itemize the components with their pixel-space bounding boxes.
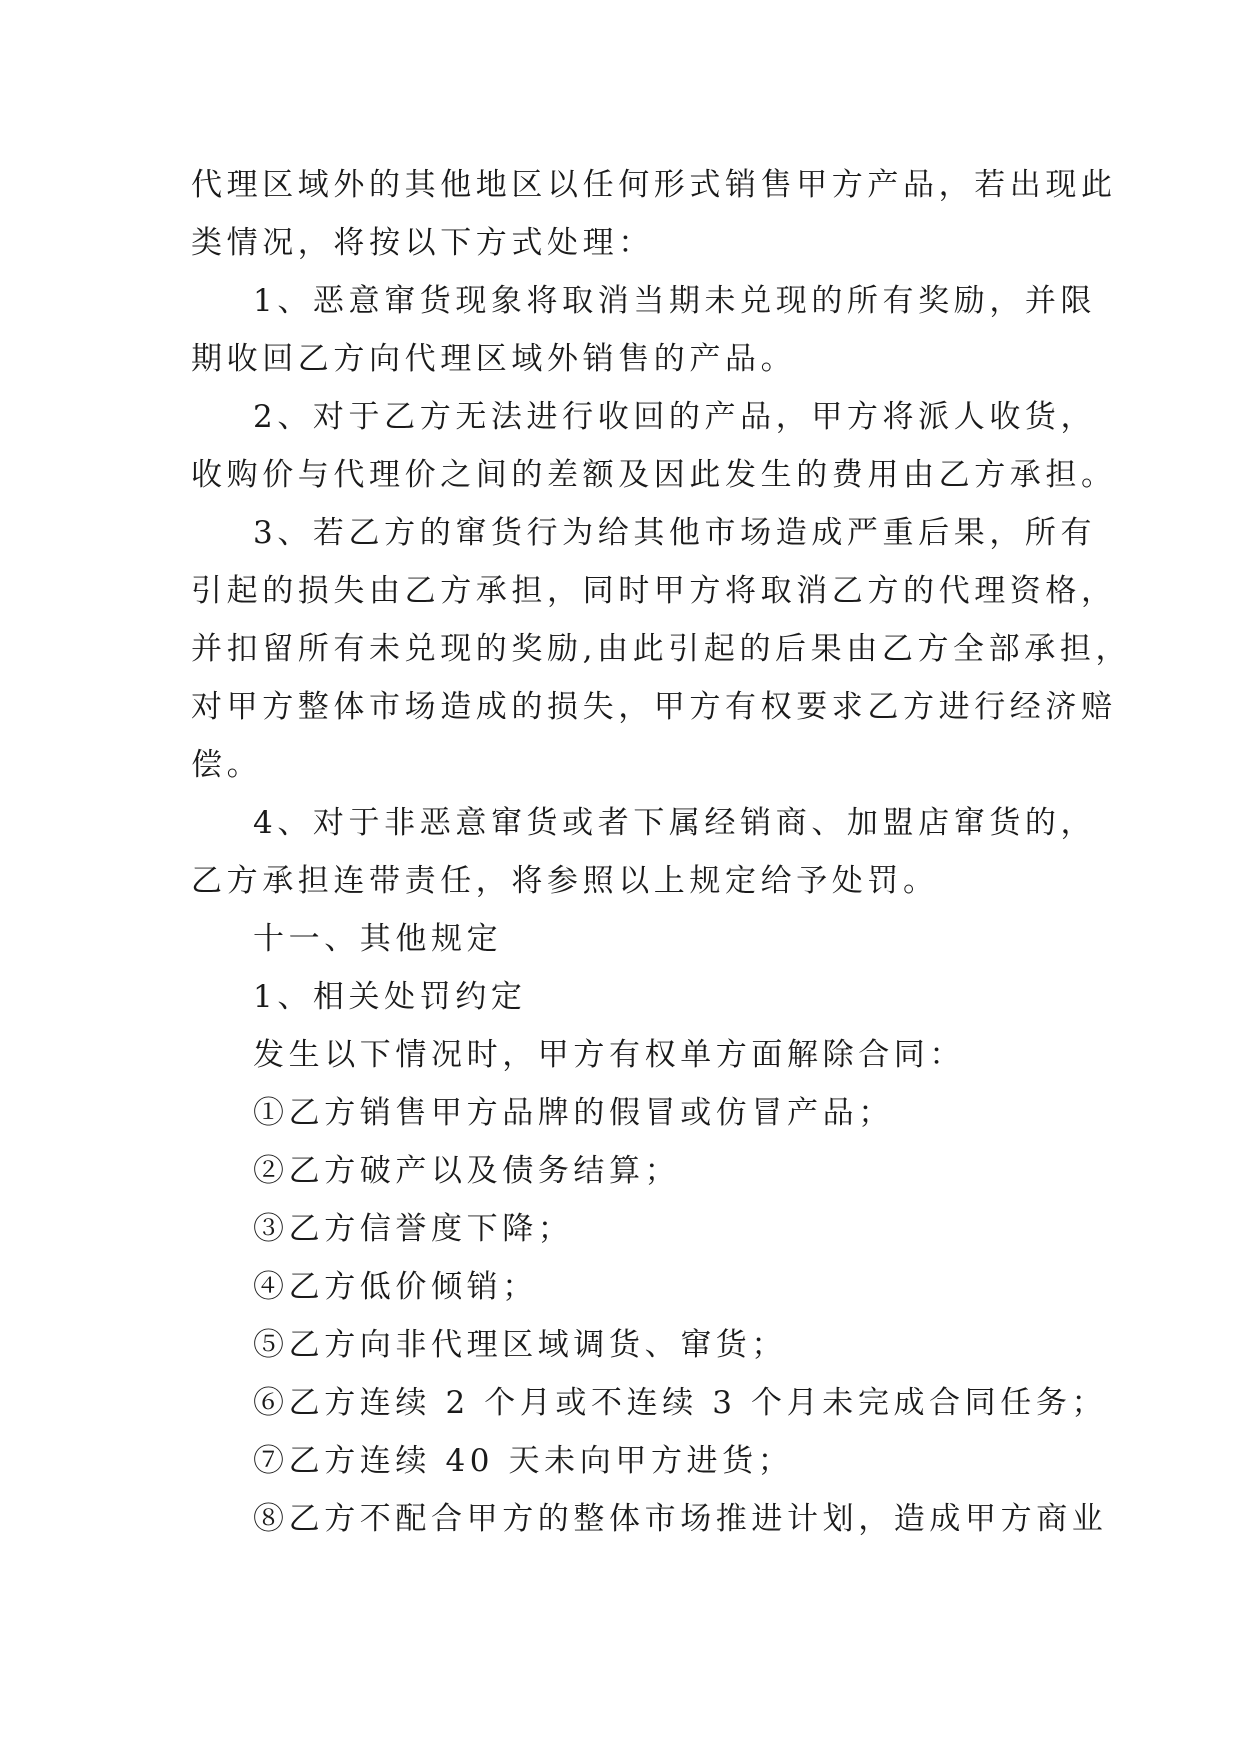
list-item: ⑦乙方连续 40 天未向甲方进货； — [253, 1443, 794, 1479]
list-item: ⑥乙方连续 2 个月或不连续 3 个月未完成合同任务； — [253, 1385, 1108, 1421]
list-item: ⑤乙方向非代理区域调货、窜货； — [253, 1327, 787, 1363]
clause-3-line: 引起的损失由乙方承担，同时甲方将取消乙方的代理资格， — [191, 573, 1117, 609]
list-item: ①乙方销售甲方品牌的假冒或仿冒产品； — [253, 1095, 894, 1131]
list-item: ③乙方信誉度下降； — [253, 1211, 574, 1247]
list-item: ⑧乙方不配合甲方的整体市场推进计划，造成甲方商业 — [253, 1501, 1108, 1537]
clause-1-line: 1、恶意窜货现象将取消当期未兑现的所有奖励，并限 — [253, 283, 1097, 319]
paragraph-line: 类情况，将按以下方式处理： — [191, 225, 654, 261]
clause-3-line: 并扣留所有未兑现的奖励,由此引起的后果由乙方全部承担， — [191, 631, 1132, 667]
list-item: ④乙方低价倾销； — [253, 1269, 538, 1305]
subsection-heading: 1、相关处罚约定 — [253, 979, 527, 1015]
clause-3-line: 对甲方整体市场造成的损失，甲方有权要求乙方进行经济赔 — [191, 689, 1117, 725]
paragraph-line: 代理区域外的其他地区以任何形式销售甲方产品，若出现此 — [191, 167, 1117, 203]
clause-2-line: 收购价与代理价之间的差额及因此发生的费用由乙方承担。 — [191, 457, 1117, 493]
list-intro: 发生以下情况时，甲方有权单方面解除合同： — [253, 1037, 965, 1073]
clause-1-line: 期收回乙方向代理区域外销售的产品。 — [191, 341, 797, 377]
clause-2-line: 2、对于乙方无法进行收回的产品，甲方将派人收货， — [253, 399, 1097, 435]
clause-4-line: 乙方承担连带责任，将参照以上规定给予处罚。 — [191, 863, 939, 899]
list-item: ②乙方破产以及债务结算； — [253, 1153, 681, 1189]
clause-3-line: 偿。 — [191, 747, 263, 783]
clause-3-line: 3、若乙方的窜货行为给其他市场造成严重后果，所有 — [253, 515, 1097, 551]
clause-4-line: 4、对于非恶意窜货或者下属经销商、加盟店窜货的， — [253, 805, 1097, 841]
section-heading: 十一、其他规定 — [253, 921, 503, 957]
